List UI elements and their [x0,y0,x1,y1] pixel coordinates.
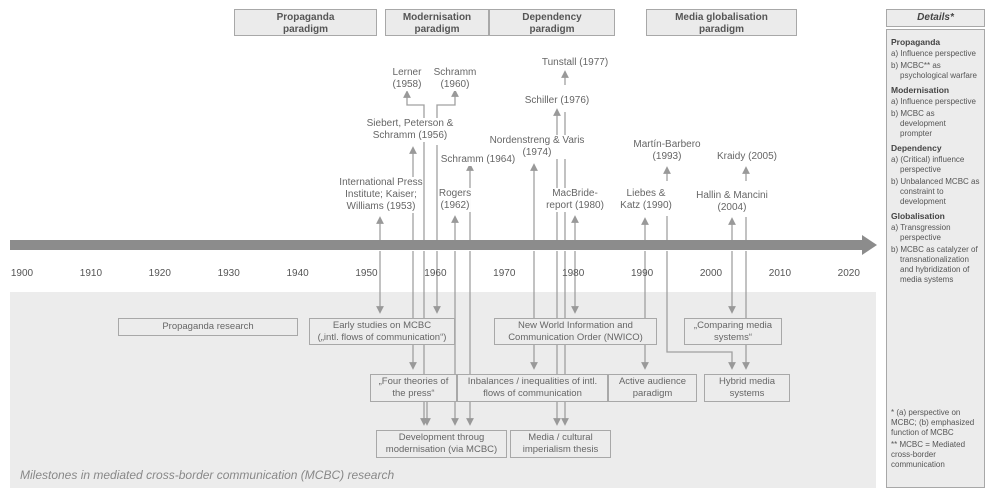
milestone-kraidy: Kraidy (2005) [716,151,778,162]
box-hybrid-media: Hybrid media systems [704,374,790,402]
details-section-title: Globalisation [891,211,945,221]
milestone-tunstall: Tunstall (1977) [541,57,609,68]
milestone-hallin-mancini: Hallin & Mancini (2004) [696,190,768,213]
year-tick: 2010 [768,268,792,279]
year-tick: 2020 [837,268,860,279]
footnote-1: * (a) perspective on MCBC; (b) emphasized function of MCBC [891,408,975,437]
box-inbalances: Inbalances / inequalities of intl. flows of communication [457,374,608,402]
connector-arrow [437,93,455,240]
year-tick: 1960 [424,268,447,279]
details-item: b) MCBC as development prompter [891,109,946,138]
details-item: a) Influence perspective [891,97,976,106]
milestone-macbride: MacBride- report (1980) [546,188,604,211]
modernisation-paradigm: Modernisation paradigm [385,9,489,36]
year-tick: 1990 [630,268,654,279]
details-item: b) MCBC as catalyzer of transnationalization and hybridization of media systems [891,245,978,284]
milestone-schiller: Schiller (1976) [524,95,590,106]
milestone-ipi: International Press Institute; Kaiser; Williams (1953) [339,177,423,212]
box-propaganda-research: Propaganda research [118,318,298,336]
year-tick: 2000 [699,268,723,279]
details-item: a) Transgression perspective [891,223,951,242]
details-sections [891,37,980,285]
milestone-lerner: Lerner (1958) [392,67,422,90]
milestone-rogers: Rogers (1962) [438,188,472,211]
dependency-paradigm: Dependency paradigm [489,9,615,36]
milestone-schramm-1964: Schramm (1964) [440,154,516,165]
year-tick: 1920 [148,268,171,279]
details-section-title: Modernisation [891,85,950,95]
box-development: Development throug modernisation (via MCBC) [376,430,507,458]
milestone-martin-barbero: Martín-Barbero (1993) [633,139,701,162]
diagram-caption: Milestones in mediated cross-border communication (MCBC) research [20,468,395,482]
year-tick: 1950 [355,268,378,279]
details-item: a) (Critical) influence perspective [891,155,965,174]
year-tick: 1900 [10,268,34,279]
footnote-2: ** MCBC = Mediated cross-border communication [891,440,966,469]
milestone-nordenstreng: Nordenstreng & Varis (1974) [489,135,585,158]
details-item: b) Unbalanced MCBC as constraint to development [891,177,980,206]
milestone-liebes-katz: Liebes & Katz (1990) [620,188,672,211]
milestone-schramm-1960: Schramm (1960) [433,67,477,90]
timeline-axis [10,235,877,255]
propaganda-paradigm: Propaganda paradigm [234,9,377,36]
box-active-audience: Active audience paradigm [608,374,697,402]
box-comparing-media-systems: „Comparing media systems“ [684,318,782,345]
box-nwico: New World Information and Communication Order (NWICO) [494,318,657,345]
details-header: Details* [886,9,985,27]
box-imperialism: Media / cultural imperialism thesis [510,430,611,458]
milestone-siebert: Siebert, Peterson & Schramm (1956) [366,118,454,141]
year-tick: 1980 [562,268,585,279]
details-item: b) MCBC** as psychological warfare [891,61,977,80]
details-section-title: Dependency [891,143,942,153]
box-early-studies: Early studies on MCBC („intl. flows of communication“) [309,318,455,345]
media-globalisation-paradigm: Media globalisation paradigm [646,9,797,36]
year-tick: 1930 [217,268,240,279]
year-tick: 1940 [286,268,309,279]
details-panel [886,29,985,488]
details-section-title: Propaganda [891,37,941,47]
year-tick: 1910 [79,268,103,279]
connector-arrow [407,94,424,240]
box-four-theories: „Four theories of the press“ [370,374,457,402]
year-tick: 1970 [493,268,516,279]
details-item: a) Influence perspective [891,49,976,58]
